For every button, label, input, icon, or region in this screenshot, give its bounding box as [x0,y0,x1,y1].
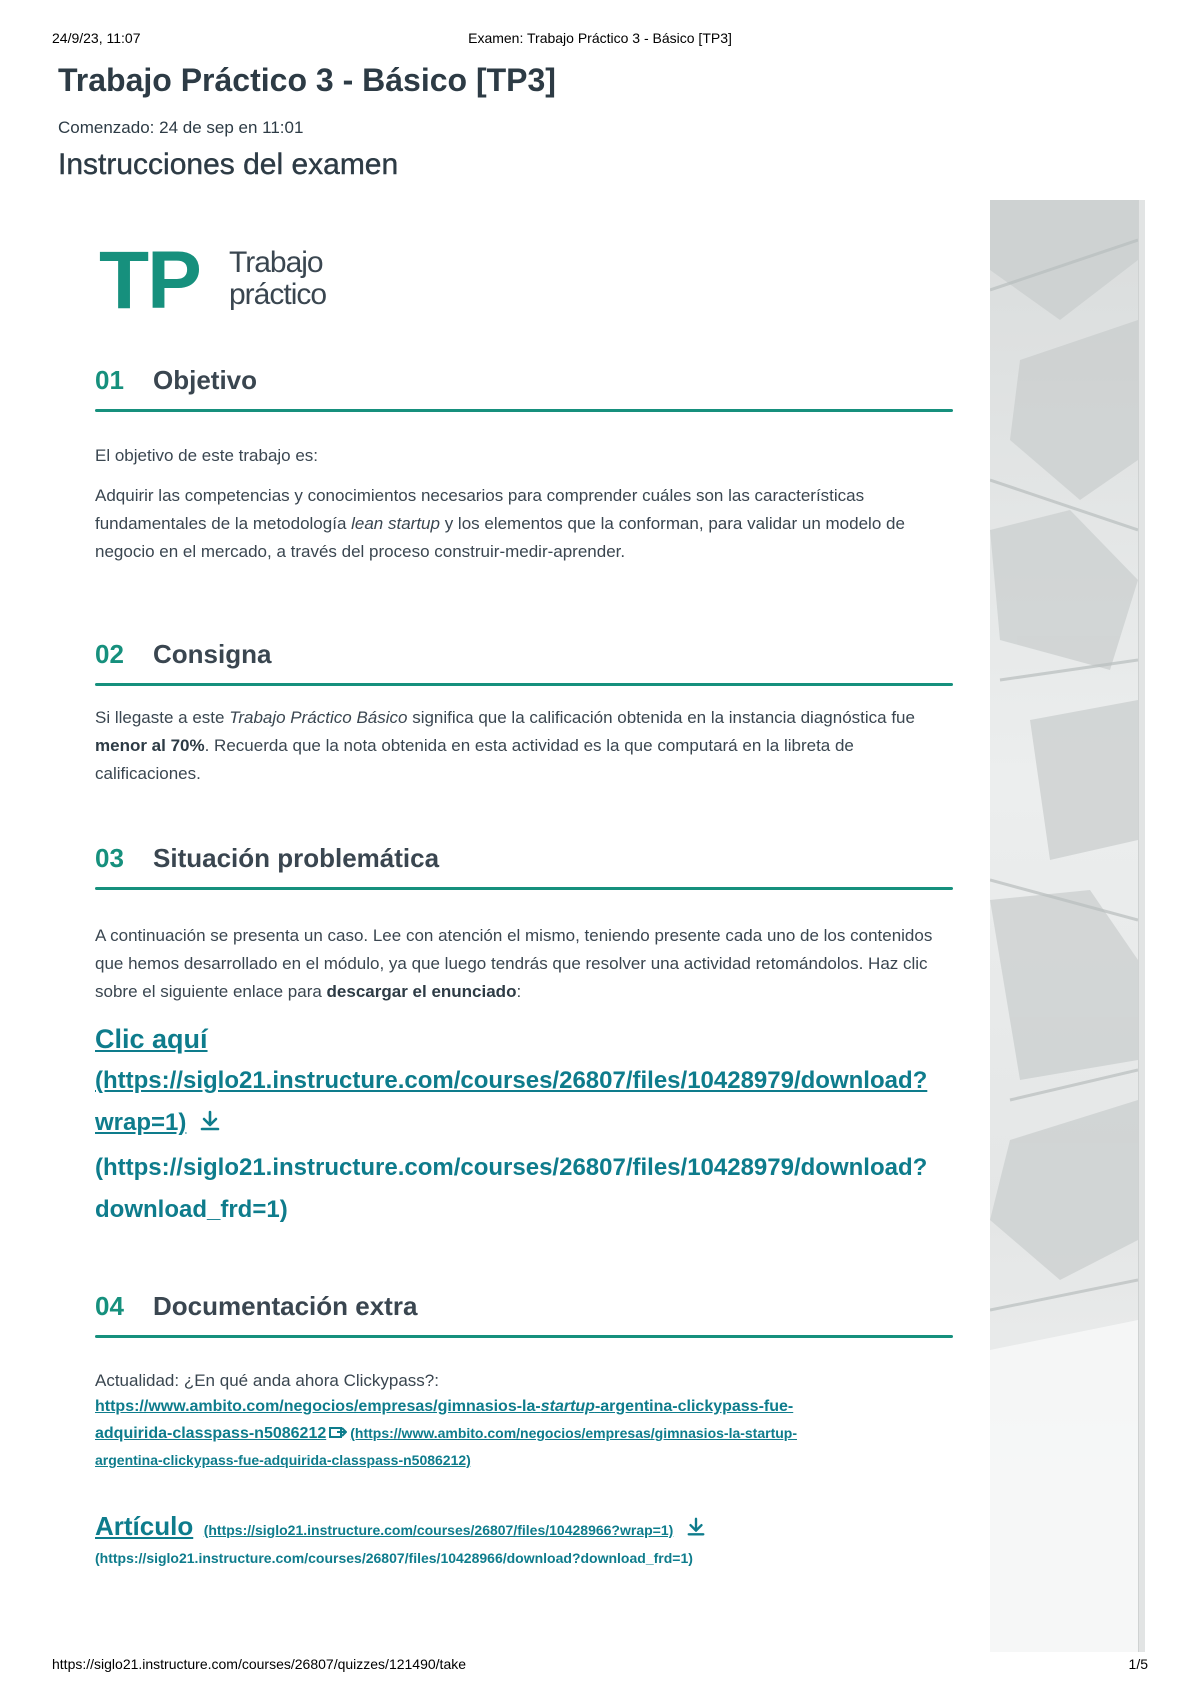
download-icon[interactable] [199,1110,221,1132]
section-title: Situación problemática [153,843,440,873]
documentacion-intro: Actualidad: ¿En qué anda ahora Clickypass?: [95,1371,439,1390]
consigna-body: Si llegaste a este Trabajo Práctico Básico significa que la calificación obtenida en la instancia diagnóstica fue menor al 70%. Recuerda que la nota obtenida en esta actividad es la que computará en la libreta de calificaciones. [95,708,915,783]
file-link-line-1[interactable]: (https://siglo21.instructure.com/courses/26807/files/10428979/download? [95,1067,928,1094]
print-title: Examen: Trabajo Práctico 3 - Básico [TP3] [468,30,732,46]
print-footer [0,1656,1200,1676]
clic-aqui-link[interactable]: Clic aquí [95,1024,208,1054]
section-number: 01 [95,365,124,395]
page-number: 1/5 [1128,1656,1148,1672]
decorative-side-image [990,200,1138,1652]
emphasis-text: Trabajo Práctico Básico [229,708,408,727]
section-divider [95,1335,953,1338]
external-link-icon[interactable] [329,1425,347,1439]
print-date: 24/9/23, 11:07 [52,30,141,46]
articulo-url[interactable]: (https://siglo21.instructure.com/courses/26807/files/10428966?wrap=1) [203,1522,674,1538]
logo-text [229,247,326,311]
logo-mark: TP [99,235,200,326]
ambito-url-line-1[interactable]: (https://www.ambito.com/negocios/empresas/gimnasios-la-startup- [350,1425,798,1441]
articulo-links [95,1510,953,1547]
bold-text: descargar el enunciado [326,982,517,1001]
print-header [0,30,1200,50]
articulo-link[interactable]: Artículo [95,1511,194,1541]
section-number: 04 [95,1291,124,1321]
bold-text: menor al 70% [95,736,205,755]
started-value: 24 de sep en 11:01 [159,118,304,137]
section-divider [95,683,953,686]
download-links [95,1018,953,1231]
section-title: Objetivo [153,365,258,395]
print-url: https://siglo21.instructure.com/courses/26807/quizzes/121490/take [52,1656,467,1672]
section-title: Consigna [153,639,272,669]
page-title: Trabajo Práctico 3 - Básico [TP3] [58,62,556,98]
section-number: 02 [95,639,124,669]
section-documentacion [95,1291,953,1570]
situacion-body: A continuación se presenta un caso. Lee con atención el mismo, teniendo presente cada uno de los contenidos que hemos desarrollado en el módulo, ya que luego tendrás que resolver una actividad retomándolos. Haz clic sobre el siguiente enlace para descargar el enunciado: [95,926,933,1001]
emphasis-text: lean startup [351,514,440,533]
logo-line-1: Trabajo [229,246,323,279]
tp-logo [99,235,359,326]
section-situacion [95,843,953,1231]
started-info [58,118,303,138]
download-link-line-1[interactable]: (https://siglo21.instructure.com/courses/26807/files/10428979/download? [95,1154,928,1181]
section-number: 03 [95,843,124,873]
scrollbar[interactable] [1138,200,1145,1652]
section-divider [95,409,953,412]
download-link-line-2[interactable]: download_frd=1) [95,1196,288,1223]
objetivo-intro: El objetivo de este trabajo es: [95,446,319,465]
section-title: Documentación extra [153,1291,418,1321]
ambito-article-link[interactable]: https://www.ambito.com/negocios/empresas/gimnasios-la-startup-argentina-clickypass-fue- adquirida-classpass-n5086212 [95,1398,794,1442]
objetivo-body: Adquirir las competencias y conocimientos necesarios para comprender cuáles son las características fundamentales de la metodología lean startup y los elementos que la conforman, para validar un modelo de negocio en el mercado, a través del proceso construir-medir-aprender. [95,486,905,561]
file-link-line-2[interactable]: wrap=1) [95,1109,187,1136]
started-label: Comenzado: [58,118,155,137]
section-objetivo [95,365,953,566]
section-divider [95,887,953,890]
ambito-url-line-2[interactable]: argentina-clickypass-fue-adquirida-classpass-n5086212) [95,1452,471,1468]
download-icon[interactable] [686,1517,706,1537]
instructions-title: Instrucciones del examen [58,148,399,181]
logo-line-2: práctico [229,278,327,311]
article-links [95,1394,953,1474]
articulo-download-url[interactable]: (https://siglo21.instructure.com/courses/26807/files/10428966/download?download_frd=1) [95,1550,693,1566]
section-consigna [95,639,953,788]
